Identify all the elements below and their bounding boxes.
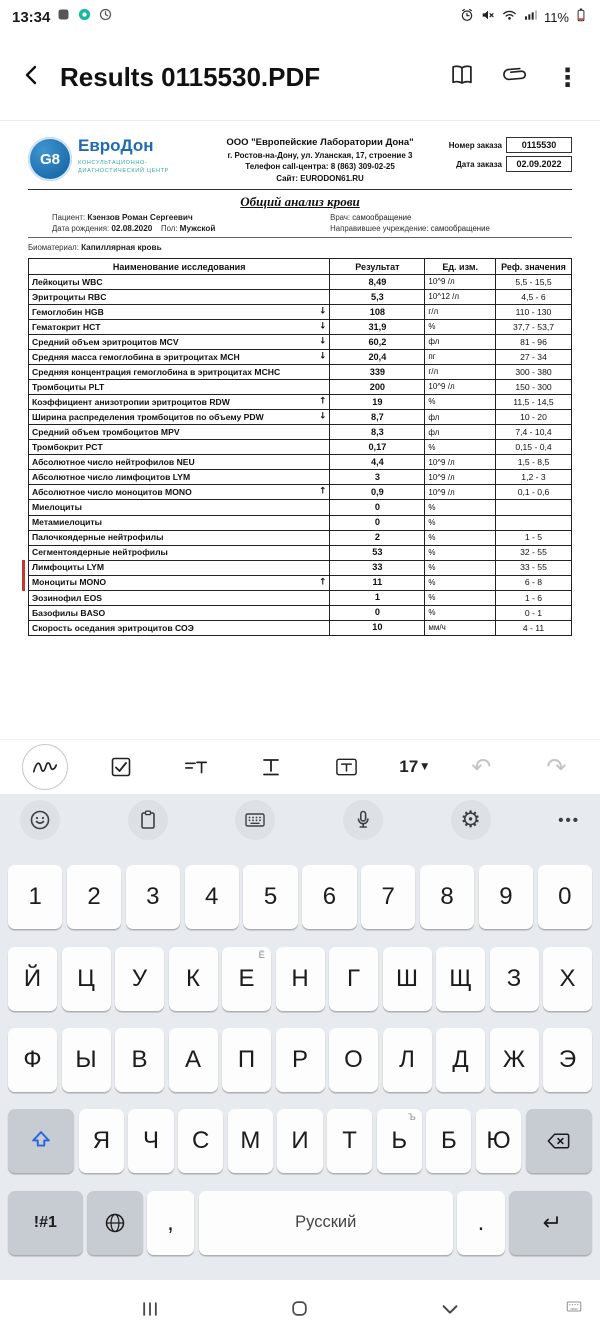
settings-gear-icon[interactable]: ⚙ <box>451 800 491 840</box>
result-arrow-icon: ↓ <box>318 351 327 362</box>
col-header-ref: Реф. значения <box>495 259 571 275</box>
table-header-row <box>29 259 572 275</box>
key-К[interactable]: К <box>169 947 218 1011</box>
key-М[interactable]: М <box>228 1109 273 1173</box>
result-arrow-icon: ↑ <box>318 577 327 588</box>
result-cell: 4,4 <box>330 455 425 470</box>
key-П[interactable]: П <box>222 1028 271 1092</box>
lab-table-row <box>29 560 572 575</box>
key-Г[interactable]: Г <box>329 947 378 1011</box>
period-key[interactable]: . <box>457 1191 504 1255</box>
ref-range-cell: 4 - 11 <box>495 620 571 635</box>
ref-range-cell: 81 - 96 <box>495 335 571 350</box>
result-cell: 0 <box>330 515 425 530</box>
key-alt-label: Ъ <box>408 1112 416 1124</box>
key-Т[interactable]: Т <box>327 1109 372 1173</box>
result-cell: 8,7 <box>330 410 425 425</box>
result-cell: 20,4 <box>330 350 425 365</box>
key-Ч[interactable]: Ч <box>128 1109 173 1173</box>
test-name-cell: Средняя концентрация гемоглобина в эритроцитах MCHC <box>29 365 330 380</box>
ref-range-cell: 32 - 55 <box>495 545 571 560</box>
ref-range-cell <box>495 515 571 530</box>
order-date-label: Дата заказа <box>456 159 502 169</box>
key-Щ[interactable]: Щ <box>436 947 485 1011</box>
biomaterial-label: Биоматериал: <box>28 243 79 252</box>
order-date-value: 02.09.2022 <box>506 156 572 172</box>
test-name-cell: Базофилы BASO <box>29 605 330 620</box>
unit-cell: фл <box>425 410 496 425</box>
lab-table-row <box>29 320 572 335</box>
unit-cell: % <box>425 515 496 530</box>
referral-label: Направившее учреждение: <box>330 224 429 233</box>
lab-table-row <box>29 440 572 455</box>
ref-range-cell <box>495 500 571 515</box>
key-row-numbers <box>8 865 592 929</box>
lab-table-body <box>29 275 572 636</box>
result-cell: 10 <box>330 620 425 635</box>
keyboard-switch-icon[interactable] <box>564 1297 584 1320</box>
schedule-icon <box>98 7 113 27</box>
result-arrow-icon: ↑ <box>318 396 327 407</box>
key-Э[interactable]: Э <box>543 1028 592 1092</box>
ref-range-cell: 7,4 - 10,4 <box>495 425 571 440</box>
ref-range-cell: 5,5 - 15,5 <box>495 275 571 290</box>
test-name-cell: Скорость оседания эритроцитов СОЭ <box>29 620 330 635</box>
ref-range-cell: 0,15 - 0,4 <box>495 440 571 455</box>
lab-table-row <box>29 575 572 590</box>
lab-table-row <box>29 545 572 560</box>
result-cell: 1 <box>330 590 425 605</box>
patient-name: Кзензов Роман Сергеевич <box>87 212 193 222</box>
key-Р[interactable]: Р <box>276 1028 325 1092</box>
test-name-cell: Метамиелоциты <box>29 515 330 530</box>
undo-icon[interactable]: ↶ <box>471 753 492 781</box>
key-А[interactable]: А <box>169 1028 218 1092</box>
result-cell: 0 <box>330 605 425 620</box>
key-Ю[interactable]: Ю <box>476 1109 521 1173</box>
text-box-icon[interactable] <box>324 745 368 789</box>
lab-table-row <box>29 275 572 290</box>
key-4[interactable]: 4 <box>185 865 239 929</box>
chevron-down-icon: ▼ <box>421 762 429 772</box>
unit-cell: 10^9 /л <box>425 485 496 500</box>
lab-logo <box>28 137 196 181</box>
unit-cell: % <box>425 590 496 605</box>
ref-range-cell: 300 - 380 <box>495 365 571 380</box>
ref-range-cell: 37,7 - 53,7 <box>495 320 571 335</box>
unit-cell: % <box>425 395 496 410</box>
key-row-top <box>8 947 592 1011</box>
language-globe-key[interactable] <box>87 1191 142 1255</box>
unit-cell: % <box>425 560 496 575</box>
lab-table-row <box>29 455 572 470</box>
lab-table-row <box>29 605 572 620</box>
unit-cell: % <box>425 320 496 335</box>
header-actions <box>449 62 580 93</box>
key-1[interactable]: 1 <box>8 865 62 929</box>
key-С[interactable]: С <box>178 1109 223 1173</box>
lab-table-row <box>29 380 572 395</box>
test-name-cell: Гематокрит HCT ↓ <box>29 320 330 335</box>
unit-cell: 10^9 /л <box>425 275 496 290</box>
result-cell: 53 <box>330 545 425 560</box>
underline-text-icon[interactable] <box>249 745 293 789</box>
ref-range-cell: 10 - 20 <box>495 410 571 425</box>
keyboard-keys <box>0 846 600 1280</box>
unit-cell: % <box>425 575 496 590</box>
test-name-cell: Средняя масса гемоглобина в эритроцитах MCH ↓ <box>29 350 330 365</box>
test-name-cell: Тромбокрит PCT <box>29 440 330 455</box>
test-name-cell: Абсолютное число лимфоцитов LYM <box>29 470 330 485</box>
lab-results-table <box>28 258 572 636</box>
key-Л[interactable]: Л <box>383 1028 432 1092</box>
key-9[interactable]: 9 <box>479 865 533 929</box>
backspace-key[interactable] <box>526 1109 592 1173</box>
unit-cell: г/л <box>425 365 496 380</box>
annotation-toolbar <box>0 739 600 794</box>
key-И[interactable]: И <box>277 1109 322 1173</box>
lab-table-row <box>29 590 572 605</box>
test-name-cell: Сегментоядерные нейтрофилы <box>29 545 330 560</box>
ref-range-cell: 6 - 8 <box>495 575 571 590</box>
notification-icon <box>56 7 71 27</box>
key-Я[interactable]: Я <box>79 1109 124 1173</box>
lab-website: Сайт: EURODON61.RU <box>276 173 364 183</box>
status-left <box>12 7 113 27</box>
status-right <box>459 6 588 29</box>
referral-value: самообращение <box>430 224 490 233</box>
key-7[interactable]: 7 <box>361 865 415 929</box>
key-Ь[interactable]: Ь Ъ <box>377 1109 422 1173</box>
clipboard-icon[interactable] <box>128 800 168 840</box>
battery-icon <box>574 6 588 29</box>
chat-app-icon <box>77 7 92 27</box>
key-Н[interactable]: Н <box>276 947 325 1011</box>
keyboard-toolbar <box>0 794 600 846</box>
result-cell: 5,3 <box>330 290 425 305</box>
ref-range-cell: 4,5 - 6 <box>495 290 571 305</box>
test-name-cell: Ширина распределения тромбоцитов по объему PDW ↓ <box>29 410 330 425</box>
unit-cell: 10^12 /л <box>425 290 496 305</box>
pen-draw-icon[interactable] <box>22 744 68 790</box>
result-cell: 8,49 <box>330 275 425 290</box>
result-arrow-icon: ↓ <box>318 411 327 422</box>
report-header <box>28 137 572 183</box>
col-header-unit: Ед. изм. <box>425 259 496 275</box>
lab-table-row <box>29 470 572 485</box>
key-О[interactable]: О <box>329 1028 378 1092</box>
unit-cell: % <box>425 605 496 620</box>
report-title: Общий анализ крови <box>240 193 360 209</box>
clock: 13:34 <box>12 8 51 26</box>
result-cell: 0,17 <box>330 440 425 455</box>
lab-address: г. Ростов-на-Дону, ул. Уланская, 17, строение 3 <box>227 150 413 160</box>
lab-brand: ЕвроДон <box>78 136 154 155</box>
space-key[interactable]: Русский <box>199 1191 453 1255</box>
logo-badge-icon: G8 <box>28 137 72 181</box>
test-name-cell: Моноциты MONO ↑ <box>29 575 330 590</box>
unit-cell: % <box>425 500 496 515</box>
attachment-icon[interactable] <box>503 63 527 92</box>
lab-table-row <box>29 365 572 380</box>
test-name-cell: Лимфоциты LYM <box>29 560 330 575</box>
redo-icon[interactable]: ↷ <box>546 753 567 781</box>
lab-table-row <box>29 410 572 425</box>
lab-table-row <box>29 290 572 305</box>
checkbox-icon[interactable] <box>99 745 143 789</box>
lab-tagline: КОНСУЛЬТАЦИОННО-ДИАГНОСТИЧЕСКИЙ ЦЕНТР <box>78 159 170 175</box>
key-Ц[interactable]: Ц <box>62 947 111 1011</box>
unit-cell: % <box>425 440 496 455</box>
lab-table-row <box>29 500 572 515</box>
unit-cell: мм/ч <box>425 620 496 635</box>
result-arrow-icon: ↓ <box>318 321 327 332</box>
unit-cell: 10^9 /л <box>425 470 496 485</box>
key-row-bottom <box>8 1109 592 1173</box>
unit-cell: % <box>425 530 496 545</box>
key-Ш[interactable]: Ш <box>383 947 432 1011</box>
signal-icon <box>523 7 539 28</box>
key-0[interactable]: 0 <box>538 865 592 929</box>
sex-value: Мужской <box>179 224 216 233</box>
emoji-icon[interactable] <box>20 800 60 840</box>
doctor-value: самообращение <box>352 212 412 222</box>
test-name-cell: Эозинофил EOS <box>29 590 330 605</box>
font-size-value: 17 <box>399 757 419 776</box>
ref-range-cell: 1 - 5 <box>495 530 571 545</box>
key-Й[interactable]: Й <box>8 947 57 1011</box>
test-name-cell: Миелоциты <box>29 500 330 515</box>
doctor-label: Врач: <box>330 212 351 222</box>
lab-table-row <box>29 425 572 440</box>
col-header-test: Наименование исследования <box>29 259 330 275</box>
ref-range-cell: 110 - 130 <box>495 305 571 320</box>
result-cell: 0,9 <box>330 485 425 500</box>
overflow-menu-icon[interactable]: ⋮ <box>555 62 580 92</box>
reader-view-icon[interactable] <box>449 62 475 93</box>
ref-range-cell: 33 - 55 <box>495 560 571 575</box>
key-Е[interactable]: Е Ё <box>222 947 271 1011</box>
test-name-cell: Абсолютное число моноцитов MONO ↑ <box>29 485 330 500</box>
patient-block <box>28 213 572 239</box>
result-arrow-icon: ↓ <box>318 306 327 317</box>
app-header <box>0 34 600 121</box>
unit-cell: фл <box>425 335 496 350</box>
result-arrow-icon: ↑ <box>318 487 327 498</box>
unit-cell: г/л <box>425 305 496 320</box>
battery-percent: 11% <box>543 9 569 25</box>
biomaterial-value: Капиллярная кровь <box>81 243 162 252</box>
key-Ф[interactable]: Ф <box>8 1028 57 1092</box>
home-icon[interactable] <box>290 1299 309 1318</box>
key-row-bottom-letters <box>79 1109 521 1173</box>
sex-label: Пол: <box>161 224 178 233</box>
enter-key[interactable] <box>509 1191 592 1255</box>
lab-table-row <box>29 530 572 545</box>
lab-contact-info <box>196 137 444 183</box>
shift-key[interactable] <box>8 1109 74 1173</box>
recents-icon[interactable] <box>140 1299 160 1319</box>
birth-label: Дата рождения: <box>52 224 110 233</box>
result-cell: 8,3 <box>330 425 425 440</box>
hide-keyboard-icon[interactable] <box>439 1298 461 1320</box>
birth-value: 02.08.2020 <box>111 224 153 233</box>
unit-cell: пг <box>425 350 496 365</box>
ref-range-cell: 150 - 300 <box>495 380 571 395</box>
test-name-cell: Лейкоциты WBC <box>29 275 330 290</box>
key-Ы[interactable]: Ы <box>62 1028 111 1092</box>
keyboard-icon[interactable] <box>235 800 275 840</box>
result-cell: 33 <box>330 560 425 575</box>
key-8[interactable]: 8 <box>420 865 474 929</box>
lab-table-row <box>29 395 572 410</box>
test-name-cell: Гемоглобин HGB ↓ <box>29 305 330 320</box>
unit-cell: фл <box>425 425 496 440</box>
more-icon[interactable]: ••• <box>558 811 580 829</box>
lab-table-row <box>29 350 572 365</box>
key-alt-label: Ё <box>258 949 265 961</box>
ref-range-cell: 1 - 6 <box>495 590 571 605</box>
key-З[interactable]: З <box>490 947 539 1011</box>
pdf-page <box>0 121 600 636</box>
lab-table-row <box>29 515 572 530</box>
key-Х[interactable]: Х <box>543 947 592 1011</box>
test-name-cell: Средний объем эритроцитов MCV ↓ <box>29 335 330 350</box>
result-cell: 200 <box>330 380 425 395</box>
ref-range-cell: 0 - 1 <box>495 605 571 620</box>
result-cell: 108 <box>330 305 425 320</box>
back-icon[interactable] <box>20 63 44 92</box>
mute-icon <box>480 7 496 28</box>
result-cell: 11 <box>330 575 425 590</box>
page-title: Results 0115530.PDF <box>60 61 321 92</box>
key-Д[interactable]: Д <box>436 1028 485 1092</box>
result-arrow-icon: ↓ <box>318 336 327 347</box>
test-name-cell: Средний объем тромбоцитов MPV <box>29 425 330 440</box>
test-name-cell: Тромбоциты PLT <box>29 380 330 395</box>
lab-table-row <box>29 335 572 350</box>
col-header-result: Результат <box>330 259 425 275</box>
patient-label: Пациент: <box>52 212 86 222</box>
result-cell: 31,9 <box>330 320 425 335</box>
ref-range-cell: 0,1 - 0,6 <box>495 485 571 500</box>
order-number-value: 0115530 <box>506 137 572 153</box>
lab-table-row <box>29 305 572 320</box>
test-name-cell: Эритроциты RBC <box>29 290 330 305</box>
text-lines-icon[interactable] <box>174 745 218 789</box>
result-cell: 3 <box>330 470 425 485</box>
result-cell: 60,2 <box>330 335 425 350</box>
biomaterial-row <box>28 243 572 252</box>
key-2[interactable]: 2 <box>67 865 121 929</box>
order-box <box>444 137 572 175</box>
key-row-space <box>8 1191 592 1255</box>
pdf-document-view[interactable] <box>0 121 600 739</box>
result-cell: 0 <box>330 500 425 515</box>
header-divider <box>28 189 572 190</box>
lab-table-row <box>29 620 572 635</box>
test-name-cell: Абсолютное число нейтрофилов NEU <box>29 455 330 470</box>
alarm-icon <box>459 7 475 28</box>
ref-range-cell: 11,5 - 14,5 <box>495 395 571 410</box>
result-cell: 19 <box>330 395 425 410</box>
result-cell: 339 <box>330 365 425 380</box>
ref-range-cell: 1,2 - 3 <box>495 470 571 485</box>
key-Б[interactable]: Б <box>426 1109 471 1173</box>
microphone-icon[interactable] <box>343 800 383 840</box>
font-size-dropdown[interactable] <box>399 757 428 777</box>
keyboard <box>0 794 600 1280</box>
test-name-cell: Коэффициент анизотропии эритроцитов RDW ↑ <box>29 395 330 410</box>
wifi-icon <box>501 7 518 28</box>
symbols-key[interactable]: !#1 <box>8 1191 83 1255</box>
lab-table-row <box>29 485 572 500</box>
lab-company: ООО "Европейские Лаборатории Дона" <box>226 137 414 148</box>
key-Ж[interactable]: Ж <box>490 1028 539 1092</box>
result-cell: 2 <box>330 530 425 545</box>
unit-cell: % <box>425 545 496 560</box>
unit-cell: 10^9 /л <box>425 455 496 470</box>
comma-key[interactable]: , <box>147 1191 194 1255</box>
unit-cell: 10^9 /л <box>425 380 496 395</box>
ref-range-cell: 1,5 - 8,5 <box>495 455 571 470</box>
navigation-bar <box>0 1280 600 1337</box>
key-6[interactable]: 6 <box>302 865 356 929</box>
key-3[interactable]: 3 <box>126 865 180 929</box>
order-number-label: Номер заказа <box>448 140 502 150</box>
key-У[interactable]: У <box>115 947 164 1011</box>
lab-phone: Телефон call-центра: 8 (863) 309-02-25 <box>245 162 395 171</box>
key-row-middle <box>8 1028 592 1092</box>
test-name-cell: Палочкоядерные нейтрофилы <box>29 530 330 545</box>
status-bar <box>0 0 600 34</box>
key-5[interactable]: 5 <box>243 865 297 929</box>
key-В[interactable]: В <box>115 1028 164 1092</box>
ref-range-cell: 27 - 34 <box>495 350 571 365</box>
